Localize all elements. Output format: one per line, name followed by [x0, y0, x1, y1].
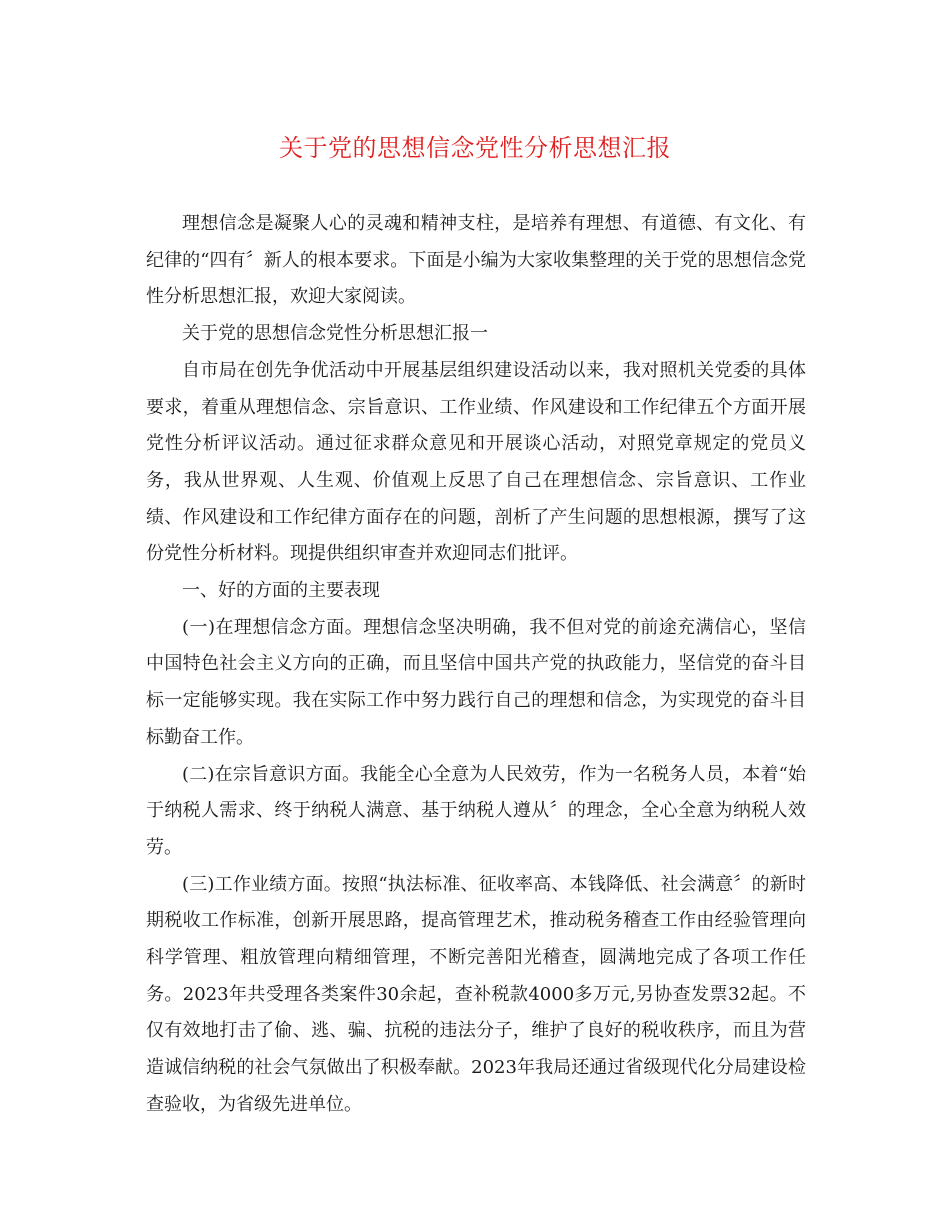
paragraph-background: 自市局在创先争优活动中开展基层组织建设活动以来，我对照机关党委的具体要求，着重从理想信念、宗旨意识、工作业绩、作风建设和工作纪律五个方面开展党性分析评议活动。通过征求群众意见和开展谈心活动，对照党章规定的党员义务，我从世界观、人生观、价值观上反思了自己在理想信念、宗旨意识、工作业绩、作风建设和工作纪律方面存在的问题，剖析了产生问题的思想根源，撰写了这份党性分析材料。现提供组织审查并欢迎同志们批评。	[146, 359, 806, 565]
paragraph-performance: (三)工作业绩方面。按照“执法标准、征收率高、本钱降低、社会满意〞的新时期税收工作标准，创新开展思路，提高管理艺术，推动税务稽查工作由经验管理向科学管理、粗放管理向精细管理，不断完善阳光稽查，圆满地完成了各项工作任务。2023年共受理各类案件30余起，查补税款4000多万元,另协查发票32起。不仅有效地打击了偷、逃、骗、抗税的违法分子，维护了良好的税收秩序，而且为营造诚信纳税的社会气氛做出了积极奉献。2023年我局还通过省级现代化分局建设检查验收，为省级先进单位。	[146, 873, 806, 1115]
section-heading-good-aspects: 一、好的方面的主要表现	[182, 580, 380, 602]
document-title: 关于党的思想信念党性分析思想汇报	[279, 134, 671, 162]
paragraph-purpose: (二)在宗旨意识方面。我能全心全意为人民效劳，作为一名税务人员，本着“始于纳税人需求、终于纳税人满意、基于纳税人遵从〞的理念，全心全意为纳税人效劳。	[146, 763, 806, 858]
paragraph-subtitle: 关于党的思想信念党性分析思想汇报一	[182, 323, 488, 345]
document-body	[146, 206, 806, 1124]
paragraph-ideals: (一)在理想信念方面。理想信念坚决明确，我不但对党的前途充满信心，坚信中国特色社会主义方向的正确，而且坚信中国共产党的执政能力，坚信党的奋斗目标一定能够实现。我在实际工作中努力践行自己的理想和信念，为实现党的奋斗目标勤奋工作。	[146, 616, 806, 748]
paragraph-intro: 理想信念是凝聚人心的灵魂和精神支柱，是培养有理想、有道德、有文化、有纪律的“四有〞新人的根本要求。下面是小编为大家收集整理的关于党的思想信念党性分析思想汇报，欢迎大家阅读。	[146, 213, 806, 308]
